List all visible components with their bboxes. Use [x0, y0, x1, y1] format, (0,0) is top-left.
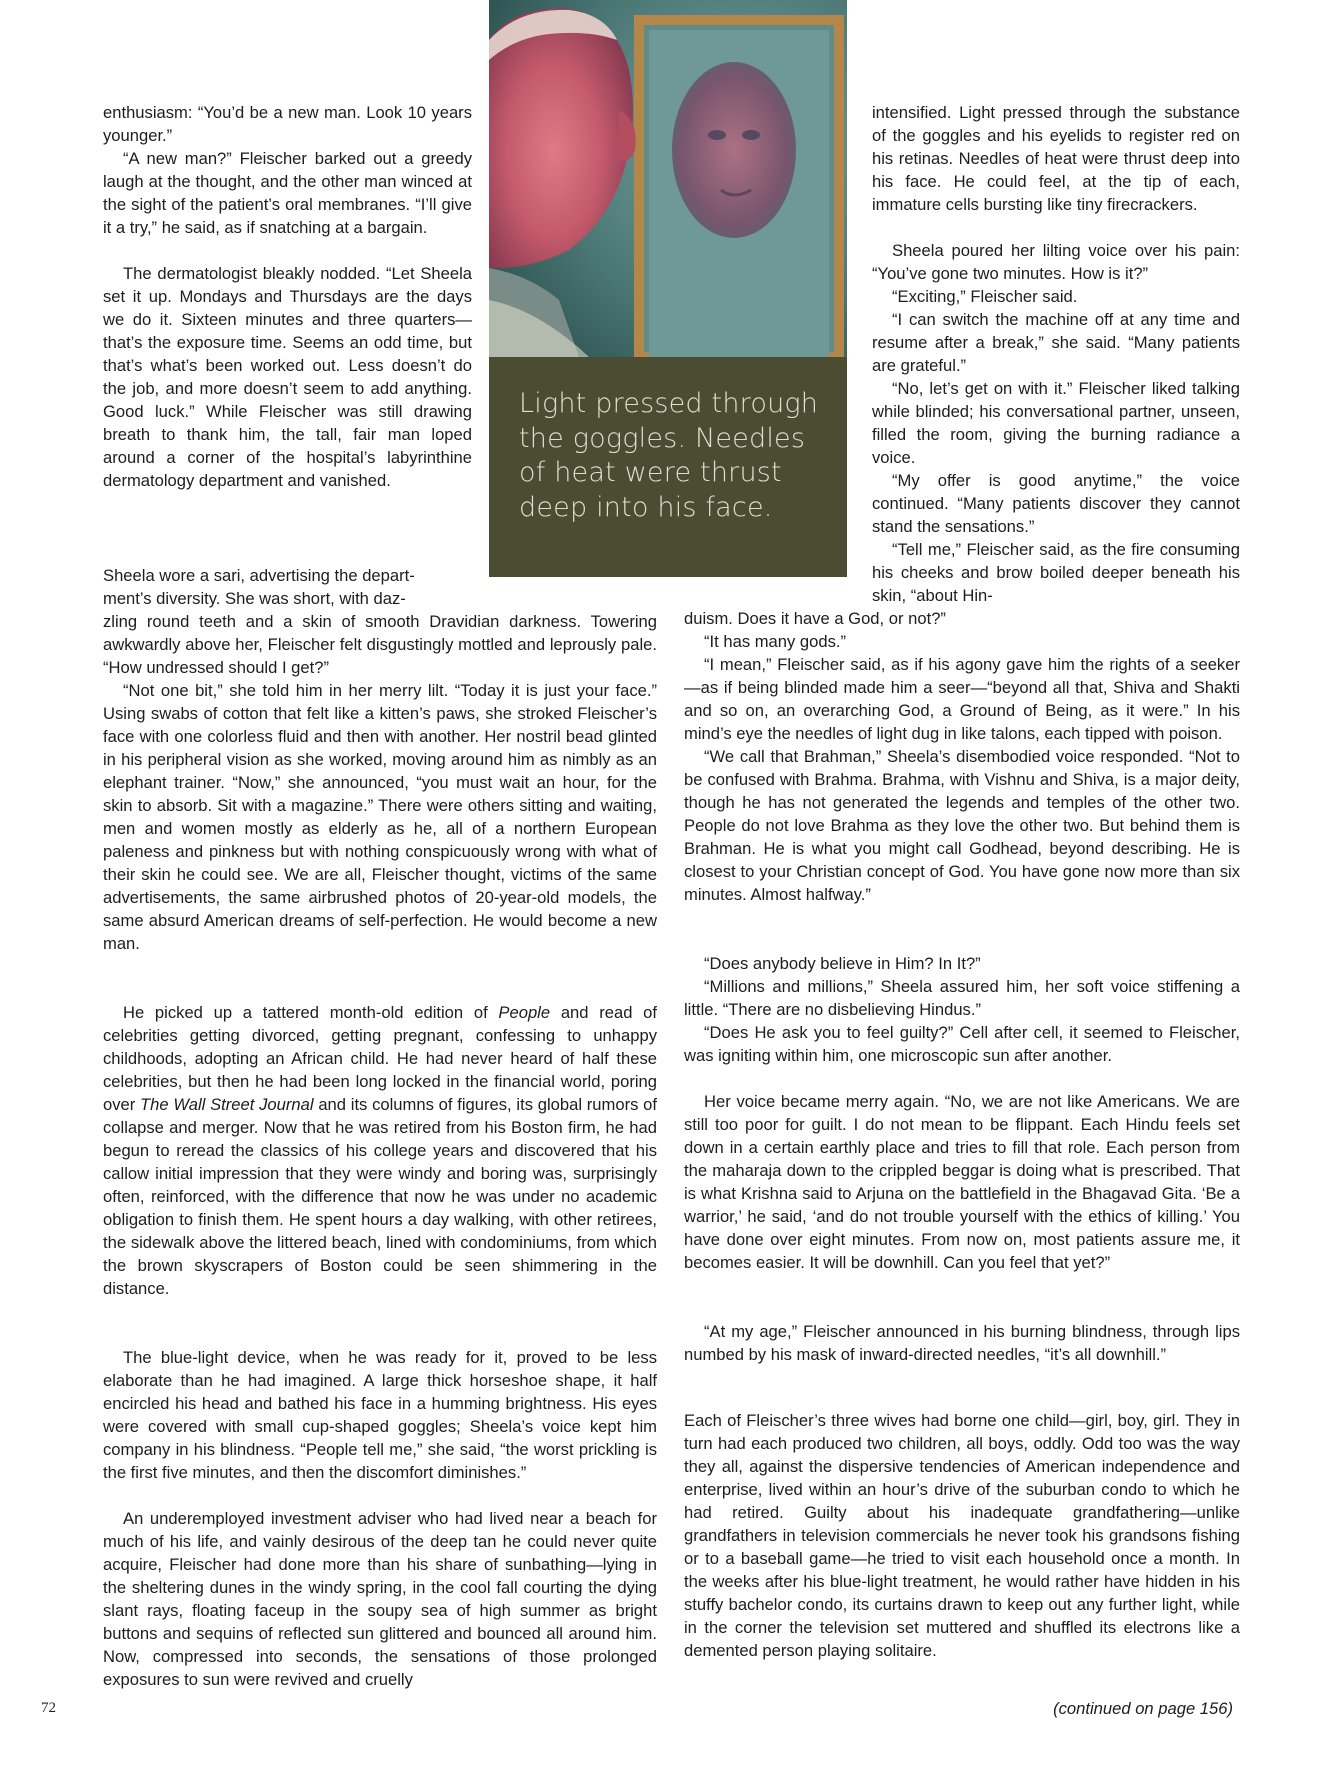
- right-paragraph-7-cont: duism. Does it have a God, or not?”: [684, 609, 946, 628]
- left-paragraph-2: “A new man?” Fleischer barked out a greedy laugh at the thought, and the other man winced at the sight of the patient’s oral membranes. “I’ll give it a try,” he said, as if snatching at a bargain.: [103, 149, 472, 237]
- right-paragraph-12: “Millions and millions,” Sheela assured him, her soft voice stiffening a little. “There are no disbelieving Hindus.”: [684, 977, 1240, 1019]
- page-number: 72: [41, 1700, 56, 1716]
- right-paragraph-9: “I mean,” Fleischer said, as if his agony gave him the rights of a seeker—as if being blinded made him a seer—“beyond all that, Shiva and Shakti and so on, an overarching God, a Ground of Being, as it were.” In his mind’s eye the needles of light dug in like talons, each tipped with poison.: [684, 655, 1240, 743]
- left-paragraph-5: [103, 679, 657, 955]
- right-paragraph-2: Sheela poured her lilting voice over his pain: “You’ve gone two minutes. How is it?”: [872, 241, 1240, 283]
- right-paragraph-10: “We call that Brahman,” Sheela’s disembodied voice responded. “Not to be confused with Brahma. Brahma, with Vishnu and Shiva, is a major deity, though he has not generated the legends and temples of the other two. People do not love Brahma as they love the other two. But behind them is Brahman. He is what you might call Godhead, beyond describing. He is closest to your Christian concept of God. You have gone now more than six minutes. Almost halfway.”: [684, 747, 1240, 904]
- right-paragraph-11: “Does anybody believe in Him? In It?”: [704, 954, 981, 973]
- right-paragraph-16: Each of Fleischer’s three wives had borne one child—girl, boy, girl. They in turn had each produced two children, all boys, oddly. Odd too was the way they all, against the dispersive tendencies of American independence and enterprise, lived within an hour’s drive of the suburban condo to which he had retired. Guilty about his inadequate grandfathering—unlike grandfathers in television commercials he never took his grandsons fishing or to a baseball game—he tried to visit each household once a month. In the weeks after his blue-light treatment, he would rather have hidden in his stuffy bachelor condo, its curtains drawn to keep out any further light, while in the corner the television set muttered and shuffled its electrons like a demented person playing solitaire.: [684, 1411, 1240, 1660]
- right-paragraph-13: “Does He ask you to feel guilty?” Cell after cell, it seemed to Fleischer, was igniting within him, one microscopic sun after another.: [684, 1023, 1240, 1065]
- p6-text-a: He picked up a tattered month-old edition of: [123, 1003, 499, 1022]
- pull-quote-box: [489, 357, 847, 577]
- left-paragraph-4: zling round teeth and a skin of smooth Dravidian darkness. Towering awkwardly above her, Fleischer felt disgustingly mottled and leprously pale. “How undressed should I get?”: [103, 612, 657, 677]
- p6-wsj-title: The Wall Street Journal: [140, 1095, 314, 1114]
- left-paragraph-3: The dermatologist bleakly nodded. “Let Sheela set it up. Mondays and Thursdays are the days we do it. Sixteen minutes and three quarters—that’s the exposure time. Seems an odd time, but that’s what’s been worked out. Less doesn’t do the job, and more doesn’t seem to add anything. Good luck.” While Fleischer was still drawing breath to thank him, the tall, fair man loped around a corner of the hospital’s labyrinthine dermatology department and vanished.: [103, 264, 472, 490]
- pull-quote-text: Light pressed through the goggles. Needles of heat were thrust deep into his face.: [519, 388, 819, 523]
- right-paragraph-15: “At my age,” Fleischer announced in his burning blindness, through lips numbed by his mask of inward-directed needles, “it’s all downhill.”: [684, 1322, 1240, 1364]
- right-paragraph-6: “My offer is good anytime,” the voice continued. “Many patients discover they cannot stand the sensations.”: [872, 471, 1240, 536]
- right-paragraph-5: “No, let’s get on with it.” Fleischer liked talking while blinded; his conversational partner, unseen, filled the room, giving the burning radiance a voice.: [872, 379, 1240, 467]
- right-paragraph-14: Her voice became merry again. “No, we are not like Americans. We are still too poor for guilt. I do not mean to be flippant. Each Hindu feels set down in a certain earthly place and tries to fill that role. Each person from the maharaja down to the crippled beggar is doing what is prescribed. That is what Krishna said to Arjuna on the battlefield in the Bhagavad Gita. ‘Be a warrior,’ he said, ‘and do not trouble yourself with the ethics of killing.’ You have done over eight minutes. From now on, most patients assure me, it becomes easier. It will be downhill. Can you feel that yet?”: [684, 1092, 1240, 1272]
- right-paragraph-8: “It has many gods.”: [704, 632, 847, 651]
- continued-note: (continued on page 156): [1053, 1699, 1233, 1718]
- illustration: [489, 0, 847, 357]
- p6-text-b: and read of celebrities getting divorced, getting pregnant, confessing to unhappy childhoods, adopting an African child. He had never heard of half these celebrities, but then he had been long locked in the financial world, poring over: [103, 1003, 657, 1114]
- right-paragraph-3: “Exciting,” Fleischer said.: [892, 287, 1078, 306]
- p6-people-title: People: [498, 1003, 551, 1022]
- p6-text-c: and its columns of figures, its global rumors of collapse and merger. Now that he was retired from his Boston firm, he had begun to reread the classics of his college years and discovered that his callow initial impression that they were windy and boring was, surprisingly often, reinforced, with the difference that now he was under no academic obligation to finish them. He spent hours a day walking, with other retirees, the sidewalk above the littered beach, lined with condominiums, from which the brown skyscrapers of Boston could be seen shimmering in the distance.: [103, 1095, 658, 1298]
- right-paragraph-1: intensified. Light pressed through the substance of the goggles and his eyelids to register red on his retinas. Needles of heat were thrust deep into his face. He could feel, at the tip of each, immature cells bursting like tiny firecrackers.: [872, 103, 1240, 214]
- right-paragraph-4: “I can switch the machine off at any time and resume after a break,” she said. “Many patients are grateful.”: [872, 310, 1240, 375]
- left-paragraph-4-line-1: Sheela wore a sari, advertising the depart-: [103, 566, 415, 585]
- left-paragraph-1: enthusiasm: “You’d be a new man. Look 10 years younger.”: [103, 103, 472, 145]
- painting-man-facing-mirror-icon: [489, 0, 847, 357]
- left-paragraph-4-line-2: ment’s diversity. She was short, with daz-: [103, 589, 406, 608]
- left-paragraph-7: The blue-light device, when he was ready for it, proved to be less elaborate than he had imagined. A large thick horseshoe shape, it half encircled his head and bathed his face in a humming brightness. His eyes were covered with small cup-shaped goggles; Sheela’s voice kept him company in his blindness. “People tell me,” she said, “the worst prickling is the first five minutes, and then the discomfort diminishes.”: [103, 1348, 657, 1482]
- right-paragraph-7: “Tell me,” Fleischer said, as the fire consuming his cheeks and brow boiled deeper beneath his skin, “about Hin-: [872, 540, 1240, 605]
- left-paragraph-8: An underemployed investment adviser who had lived near a beach for much of his life, and vainly desirous of the deep tan he could never quite acquire, Fleischer had done more than his share of sunbathing—lying in the sheltering dunes in the windy spring, in the cool fall courting the dying slant rays, floating faceup in the soupy sea of high summer as bright buttons and sequins of reflected sun glittered and bounced all around him. Now, compressed into seconds, the sensations of those prolonged exposures to sun were revived and cruelly: [103, 1509, 657, 1689]
- left-paragraph-6: [103, 1001, 657, 1300]
- left-paragraph-5-text: “Not one bit,” she told him in her merry lilt. “Today it is just your face.” Using swabs of cotton that felt like a kitten’s paws, she stroked Fleischer’s face with one colorless fluid and then with another. Her nostril bead glinted in his peripheral vision as she worked, moving around him as nimbly as an elephant trainer. “Now,” she announced, “you must wait an hour, for the skin to absorb. Sit with a magazine.” There were others sitting and waiting, men and women mostly as elderly as he, all of a northern European paleness and pinkness but with nothing conspicuously wrong with what of their skin he could see. We are all, Fleischer thought, victims of the same advertisements, the same airbrushed photos of 20-year-old models, the same absurd American dreams of self-perfection. He would become a new man.: [103, 681, 657, 953]
